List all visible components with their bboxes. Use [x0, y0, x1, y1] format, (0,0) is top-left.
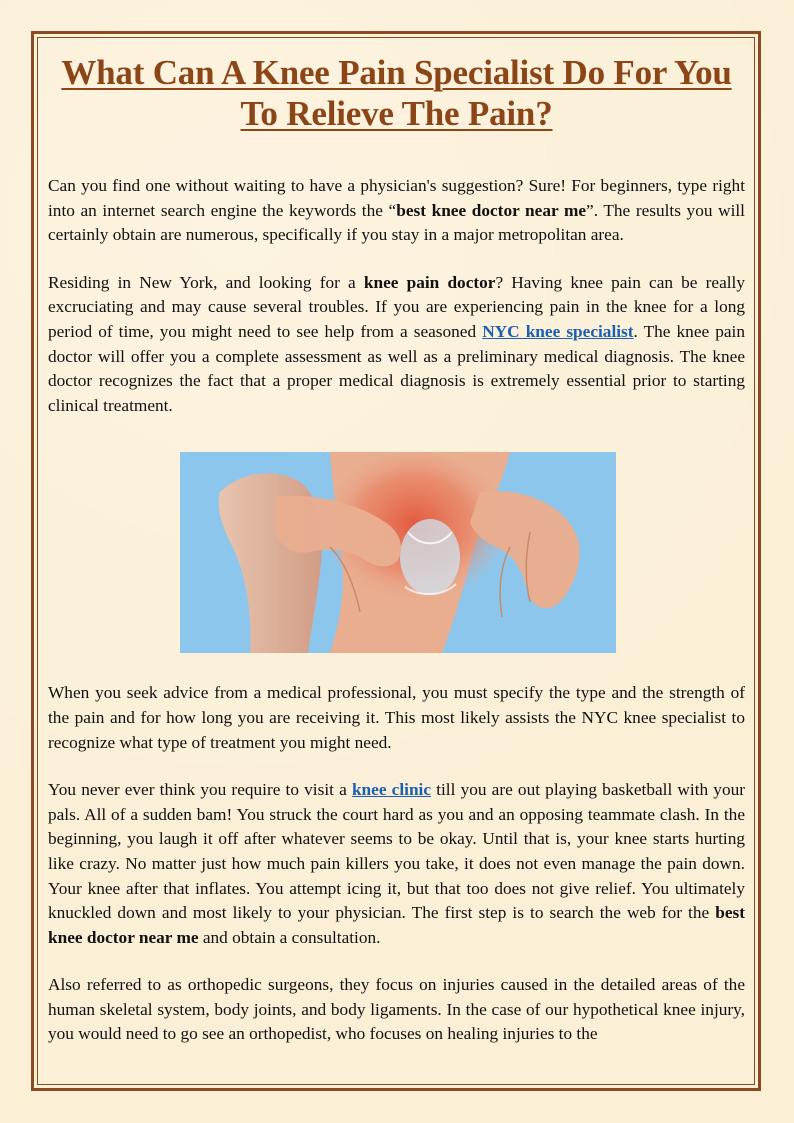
paragraph-2-text-b: ? Having knee pain can be really excruciating and may cause several troubles. If you are experiencing pain in the knee for a long period of time, you might need to see help from a seasoned: [48, 272, 745, 341]
knee-pain-illustration: [180, 452, 616, 653]
paragraph-2-text-c: . The knee pain doctor will offer you a complete assessment as well as a preliminary medical diagnosis. The knee doctor recognizes the fact that a proper medical diagnosis is extremely essential prior to starting clinical treatment.: [48, 321, 745, 415]
paragraph-4-text-a: You never ever think you require to visit a: [48, 780, 352, 800]
keyword-knee-pain-doctor: knee pain doctor: [363, 272, 496, 292]
paragraph-4: [48, 778, 745, 950]
paragraph-1-text-a: Can you find one without waiting to have a physician's suggestion? Sure! For beginners, type right into an internet search engine the keywords the “: [48, 176, 745, 220]
keyword-best-knee-doctor: best knee doctor near me: [396, 200, 587, 220]
nyc-knee-specialist-link[interactable]: NYC knee specialist: [482, 321, 634, 341]
knee-clinic-link[interactable]: knee clinic: [351, 780, 432, 800]
paragraph-2-text-a: Residing in New York, and looking for a: [48, 272, 364, 292]
paragraph-5: Also referred to as orthopedic surgeons, they focus on injuries caused in the detailed areas of the human skeletal system, body joints, and body ligaments. In the case of our hypothetical knee injury, you would need to go see an orthopedist, who focuses on healing injuries to the: [48, 975, 745, 1044]
paragraph-3: When you seek advice from a medical professional, you must specify the type and the strength of the pain and for how long you are receiving it. This most likely assists the NYC knee specialist to recognize what type of treatment you might need.: [48, 683, 745, 752]
paragraph-1-text-b: ”. The results you will certainly obtain are numerous, specifically if you stay in a major metropolitan area.: [48, 200, 745, 245]
paragraph-1: [48, 174, 745, 248]
paragraph-4-text-c: and obtain a consultation.: [198, 927, 381, 947]
page-title: What Can A Knee Pain Specialist Do For You To Relieve The Pain?: [61, 53, 732, 133]
paragraph-4-text-b: till you are out playing basketball with your pals. All of a sudden bam! You struck the court hard as you and an opposing teammate clash. In the beginning, you laugh it off after whatever seems to be okay. Until that is, your knee starts hurting like crazy. No matter just how much pain killers you take, it does not even manage the pain down. Your knee after that inflates. You attempt icing it, but that too does not give relief. You ultimately knuckled down and most likely to your physician. The first step is to search the web for the: [48, 780, 745, 923]
article-body: [48, 44, 745, 1086]
paragraph-2: [48, 271, 745, 419]
keyword-best-knee-doctor-2: best knee doctor near me: [48, 903, 745, 947]
